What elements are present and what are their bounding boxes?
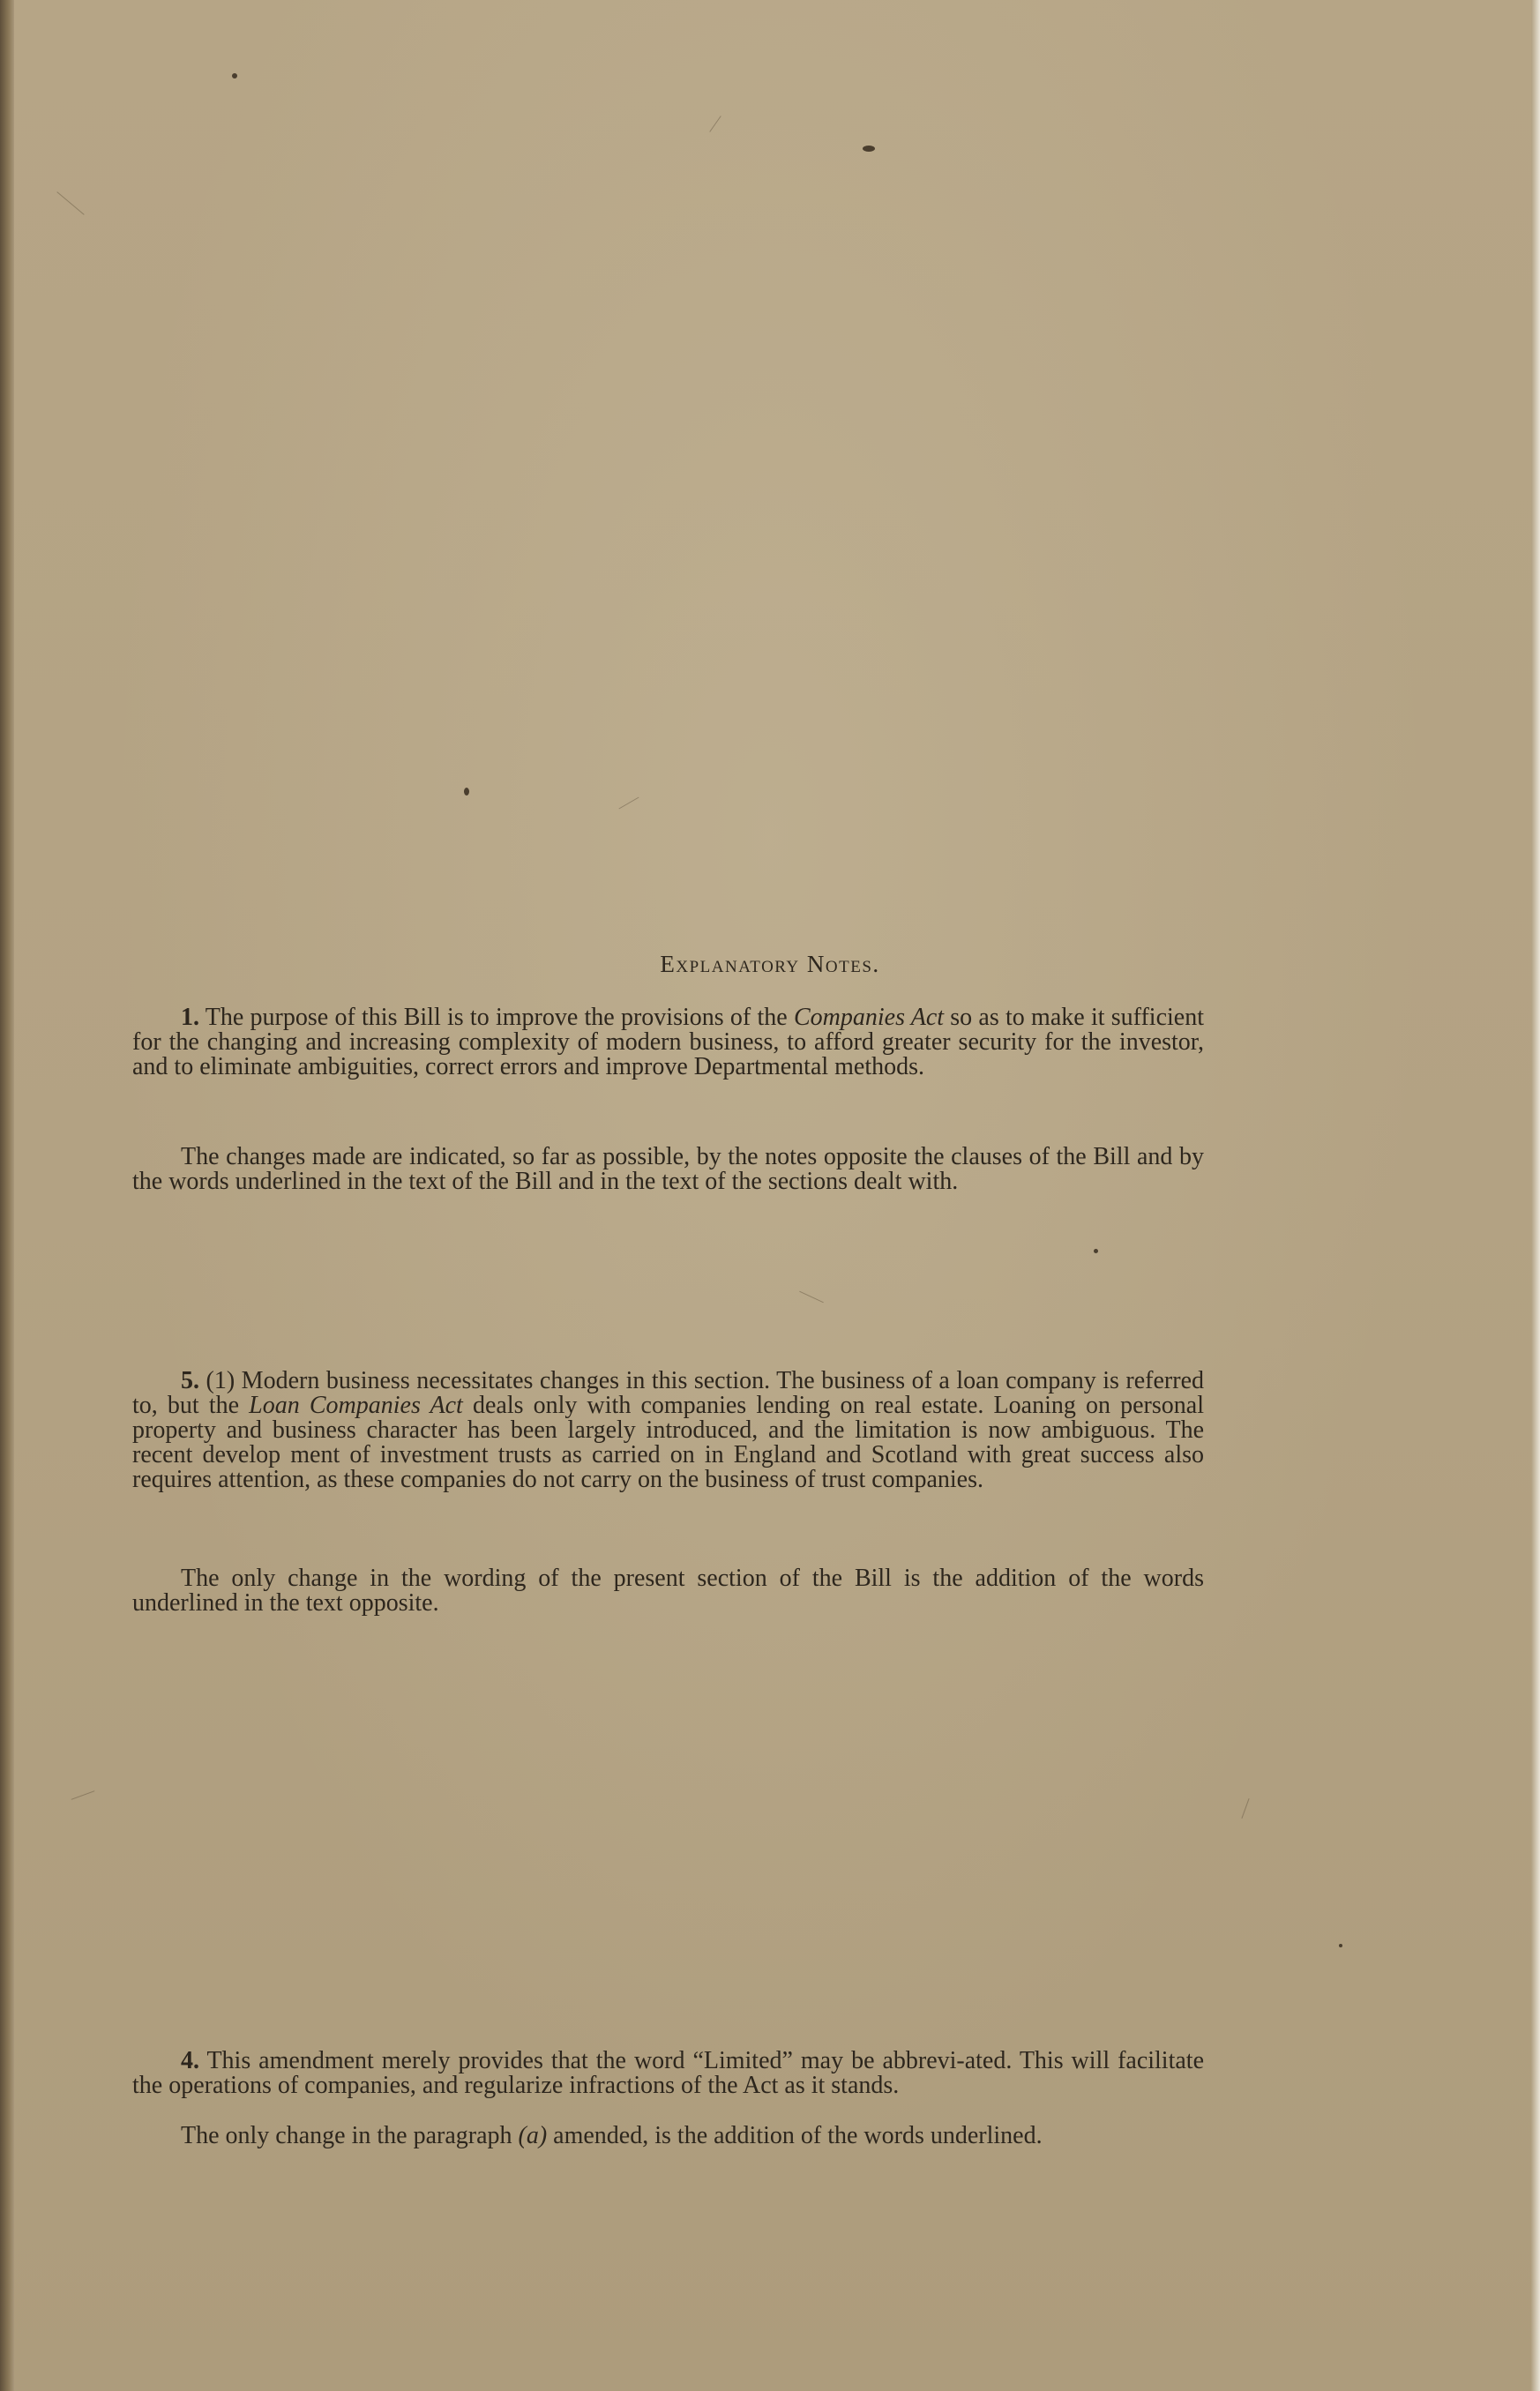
note-paragraph [132,2124,1204,2148]
paragraph-reference: (a) [518,2122,548,2149]
note-text: This amendment merely provides that the word “Limited” may be abbrevi-ated. This will facilitate the operations of companies, and regularize infractions of the Act as it stands. [132,2047,1204,2099]
note-text: The purpose of this Bill is to improve the provisions of the [199,1004,794,1031]
paper-speck [863,146,875,152]
page-title: Explanatory Notes. [660,951,880,977]
note-paragraph: The only change in the wording of the present section of the Bill is the addition of the words underlined in the text opposite. [132,1565,1204,1617]
page-edge [1531,0,1540,2391]
act-title: Loan Companies Act [249,1392,463,1419]
note-text: so as to make it sufficient for the changing and increasing complexity of modern business, to afford greater security for the investor, and to eliminate ambiguities, correct errors and improve Departmental methods. [132,1004,1204,1080]
paper-fiber [71,1790,95,1800]
paper-speck [232,73,237,78]
note-1 [132,1005,1204,1080]
paper-fiber [56,191,84,214]
note-text: (1) Modern business necessitates changes in this section. The business of a loan company is referred to, but the [132,1367,1204,1419]
note-4 [132,2049,1204,2098]
paper-fiber [618,797,639,810]
paper-speck [464,788,469,796]
note-number: 5. [181,1367,199,1394]
note-5 [132,1369,1204,1492]
note-text: The only change in the paragraph [181,2122,519,2149]
note-text: amended, is the addition of the words underlined. [547,2122,1043,2149]
note-number: 4. [181,2047,199,2074]
paper-fiber [709,116,721,132]
act-title: Companies Act [793,1004,945,1031]
note-number: 1. [181,1004,199,1031]
paper-speck [1094,1249,1098,1253]
paper-speck [1339,1944,1342,1947]
note-text: deals only with companies lending on real estate. Loaning on personal property and business character has been largely introduced, and the limitation is now ambiguous. The recent develop ment of investment trusts as carried on in England and Scotland with great success also requires attention, as these companies do not carry on the business of trust companies. [132,1392,1204,1493]
note-paragraph: The changes made are indicated, so far as possible, by the notes opposite the clauses of the Bill and by the words underlined in the text of the Bill and in the text of the sections dealt with. [132,1143,1204,1195]
binding-edge [0,0,14,2391]
paper-fiber [1241,1798,1249,1819]
paper-fiber [799,1291,824,1304]
